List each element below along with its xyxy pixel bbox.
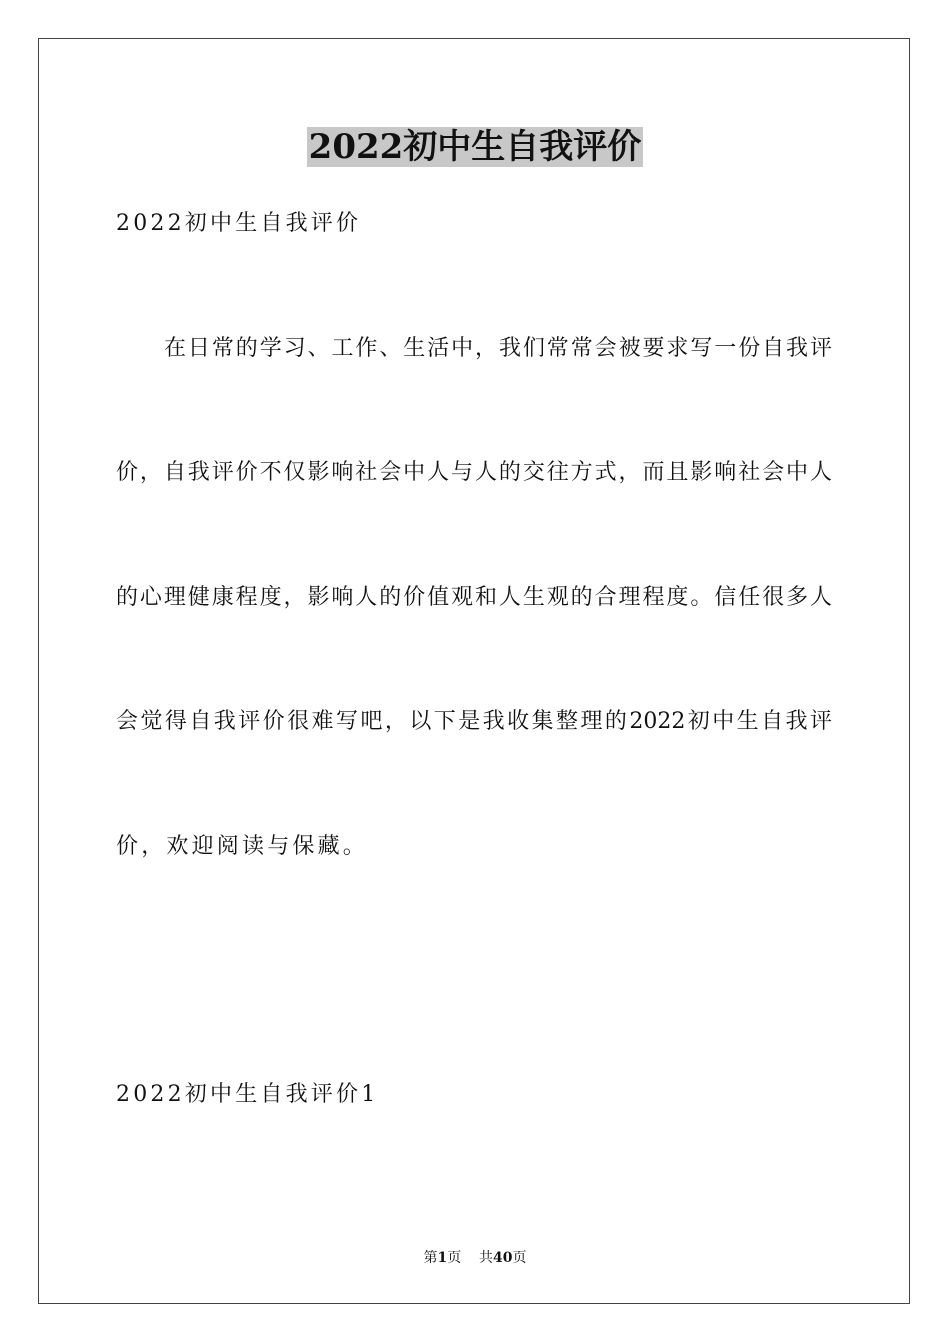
page-footer bbox=[0, 1248, 950, 1268]
document-title bbox=[0, 124, 950, 170]
paragraph-line-4: 会觉得自我评价很难写吧，以下是我收集整理的2022初中生自我评 bbox=[116, 709, 832, 734]
paragraph-line-1: 在日常的学习、工作、生活中，我们常常会被要求写一份自我评 bbox=[164, 336, 832, 361]
page-number: 1 bbox=[437, 1250, 448, 1266]
total-pages: 40 bbox=[493, 1250, 513, 1266]
page-suffix: 页 bbox=[447, 1250, 462, 1266]
section-heading: 2022初中生自我评价1 bbox=[116, 1082, 379, 1107]
total-prefix: 共 bbox=[479, 1250, 494, 1266]
paragraph-line-5: 价，欢迎阅读与保藏。 bbox=[116, 834, 369, 859]
paragraph-line-2: 价，自我评价不仅影响社会中人与人的交往方式，而且影响社会中人 bbox=[116, 460, 832, 485]
document-subtitle: 2022初中生自我评价 bbox=[116, 211, 362, 236]
document-title-text: 2022初中生自我评价 bbox=[308, 127, 642, 167]
paragraph-line-3: 的心理健康程度，影响人的价值观和人生观的合理程度。信任很多人 bbox=[116, 585, 832, 610]
total-suffix: 页 bbox=[512, 1250, 527, 1266]
page-prefix: 第 bbox=[423, 1250, 438, 1266]
